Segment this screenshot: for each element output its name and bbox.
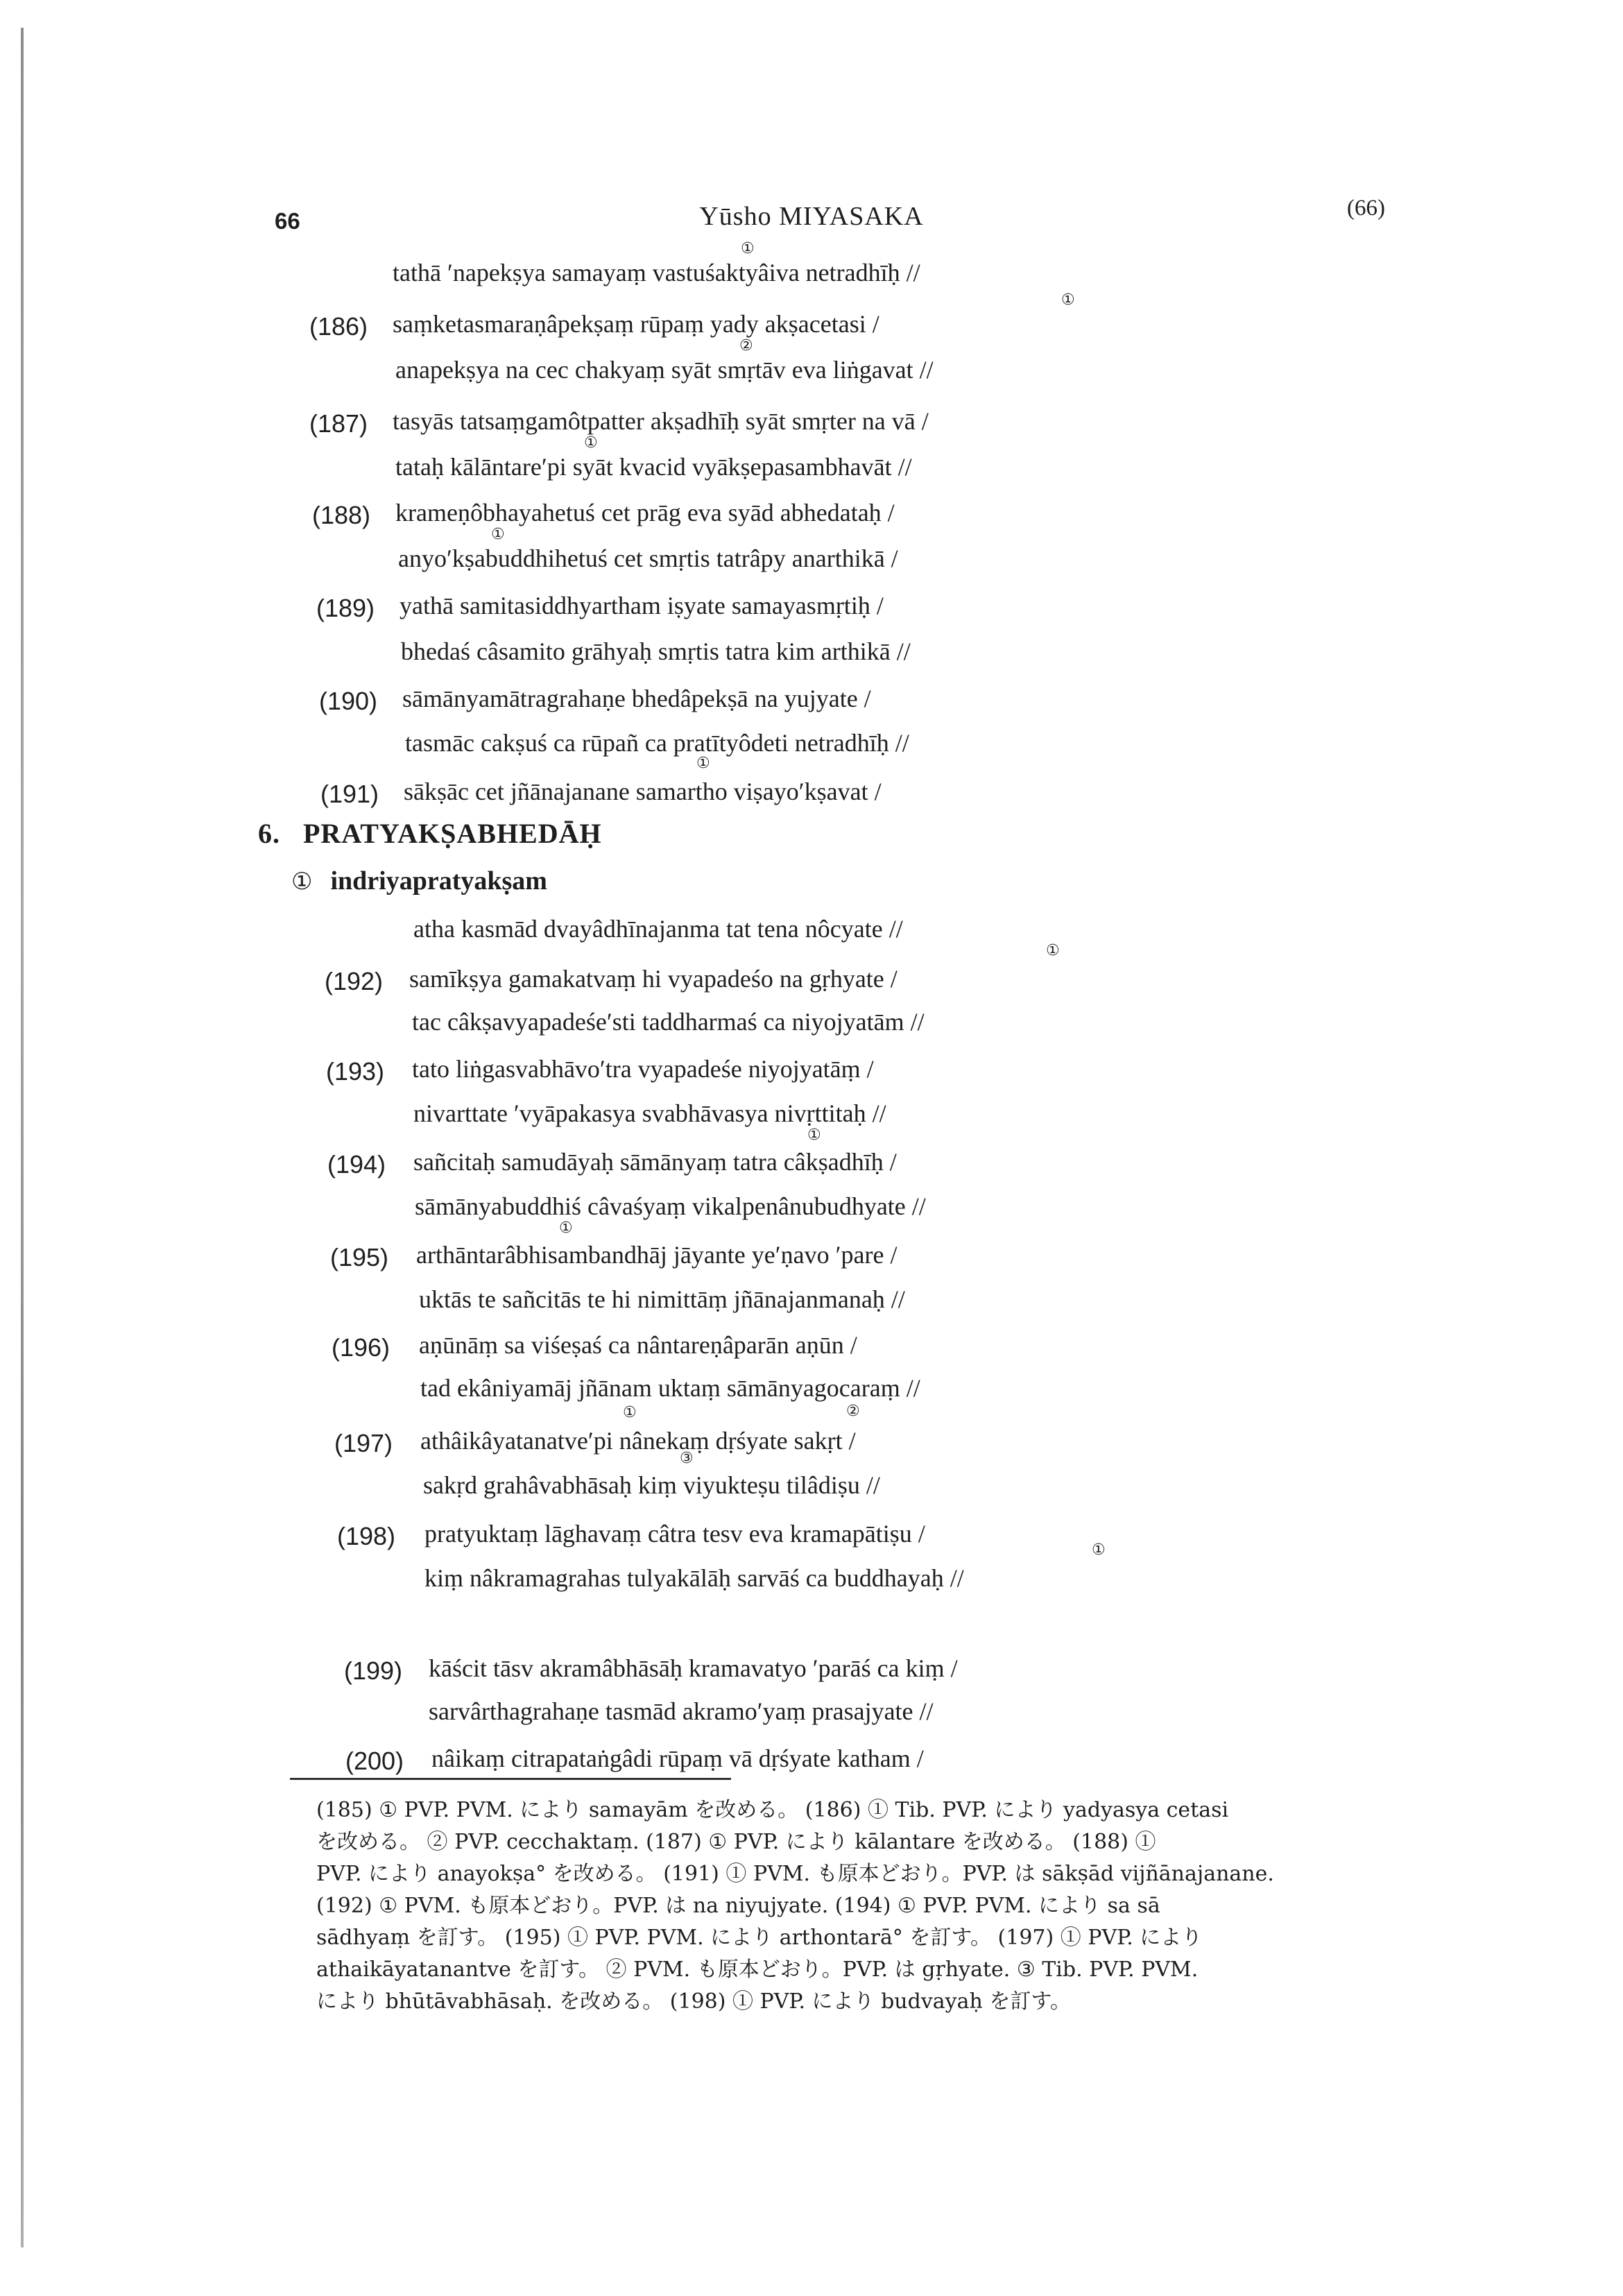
verse-line: saṃketasmaraṇâpekṣaṃ rūpaṃ yady akṣacetasi / [393,310,879,338]
verse-number: (193) [326,1057,385,1086]
footnote-line: により bhūtāvabhāsaḥ. を改める。 (198) ① PVP. により budvayaḥ を訂す。 [316,1989,1071,2014]
verse-number: (200) [345,1747,404,1775]
verse-line: sarvârthagrahaṇe tasmād akramo′yaṃ prasajyate // [429,1697,934,1725]
note-mark-icon: ① [584,434,598,452]
verse-line: tato liṅgasvabhāvo′tra vyapadeśe niyojyatāṃ / [412,1055,874,1083]
verse-line: athâikâyatanatve′pi nânekaṃ dṛśyate sakṛt / [420,1427,856,1455]
note-mark-icon: ① [623,1404,637,1421]
footnote-line: を改める。 ② PVP. cecchaktaṃ. (187) ① PVP. により kālantare を改める。 (188) ① [316,1830,1156,1854]
verse-number: (187) [309,409,368,438]
verse-line: sañcitaḥ samudāyaḥ sāmānyaṃ tatra câkṣadhīḥ / [413,1148,897,1176]
verse-line: nivarttate ′vyāpakasya svabhāvasya nivṛttitaḥ // [413,1099,886,1127]
verse-line: tasyās tatsaṃgamôtpatter akṣadhīḥ syāt smṛter na vā / [393,407,929,435]
verse-line: sākṣāc cet jñānajanane samartho viṣayo′kṣavat / [404,778,882,805]
verse-number: (188) [312,501,371,529]
running-title: Yūsho MIYASAKA [699,202,924,231]
verse-number: (192) [325,967,384,995]
verse-line: kāścit tāsv akramâbhāsāḥ kramavatyo ′parāś ca kiṃ / [429,1654,958,1682]
verse-line: anapekṣya na cec chakyaṃ syāt smṛtāv eva liṅgavat // [395,356,934,384]
verse-line: nâikaṃ citrapataṅgâdi rūpaṃ vā dṛśyate katham / [431,1745,924,1772]
note-mark-icon: ① [1061,291,1075,309]
running-page-number: (66) [1347,196,1385,221]
subsection-title: indriyapratyakṣam [330,866,547,896]
subsection-heading [291,866,547,896]
verse-line: krameṇôbhayahetuś cet prāg eva syād abhedataḥ / [395,499,895,526]
verse-number: (189) [316,594,375,622]
verse-line: tac câkṣavyapadeśe′sti taddharmaś ca niyojyatām // [412,1008,925,1036]
verse-number: (190) [319,687,378,715]
section-title: PRATYAKṢABHEDĀḤ [303,818,602,849]
verse-line: tasmāc cakṣuś ca rūpañ ca pratītyôdeti netradhīḥ // [405,729,909,757]
verse-line: anyo′kṣabuddhihetuś cet smṛtis tatrâpy anarthikā / [398,545,898,572]
note-mark-icon: ① [1092,1541,1106,1559]
verse-number: (191) [320,780,379,808]
verse-number: (196) [332,1333,390,1362]
verse-line: sāmānyabuddhiś câvaśyaṃ vikalpenânubudhyate // [415,1192,926,1220]
scan-edge-line [21,28,24,2247]
page-number: 66 [275,208,300,234]
note-mark-icon: ③ [680,1450,694,1467]
verse-line: tathā ′napekṣya samayaṃ vastuśaktyâiva netradhīḥ // [393,259,920,286]
verse-number: (194) [327,1150,386,1179]
verse-number: (195) [330,1243,389,1271]
note-mark-icon: ② [739,337,753,354]
verse-line: samīkṣya gamakatvaṃ hi vyapadeśo na gṛhyate / [409,965,898,993]
footnote-line: sādhyaṃ を訂す。 (195) ① PVP. PVM. により arthontarā° を訂す。 (197) ① PVP. により [316,1926,1203,1950]
footnote-line: (192) ① PVM. も原本どおり。PVP. は na niyujyate. (194) ① PVP. PVM. により sa sā [316,1894,1160,1918]
footnote-line: athaikāyatanantve を訂す。 ② PVM. も原本どおり。PVP. は gṛhyate. ③ Tib. PVP. PVM. [316,1957,1199,1982]
footnote-line: (185) ① PVP. PVM. により samayām を改める。 (186) ① Tib. PVP. により yadyasya cetasi [316,1798,1229,1822]
verse-line: sakṛd grahâvabhāsaḥ kiṃ viyukteṣu tilâdiṣu // [423,1471,880,1499]
note-mark-icon: ① [741,240,755,257]
section-heading [258,817,602,850]
note-mark-icon: ① [696,755,710,772]
verse-number: (199) [344,1656,403,1685]
verse-line: pratyuktaṃ lāghavaṃ câtra tesv eva kramapātiṣu / [424,1520,925,1548]
circled-one-icon: ① [291,868,313,896]
note-mark-icon: ① [559,1219,573,1237]
note-mark-icon: ② [846,1403,860,1420]
footnote-rule [290,1778,731,1780]
verse-number: (186) [309,312,368,341]
footnote-line: PVP. により anayokṣa° を改める。 (191) ① PVM. も原本どおり。PVP. は sākṣād vijñānajanane. [316,1862,1274,1886]
verse-number: (197) [334,1429,393,1457]
verse-line: bhedaś câsamito grāhyaḥ smṛtis tatra kim arthikā // [401,637,911,665]
verse-line: kiṃ nâkramagrahas tulyakālāḥ sarvāś ca buddhayaḥ // [424,1564,964,1592]
verse-line: tad ekâniyamāj jñānam uktaṃ sāmānyagocaraṃ // [420,1374,920,1402]
note-mark-icon: ① [1046,942,1060,959]
verse-line: atha kasmād dvayâdhīnajanma tat tena nôcyate // [413,915,903,943]
verse-line: uktās te sañcitās te hi nimittāṃ jñānajanmanaḥ // [419,1285,905,1313]
verse-line: sāmānyamātragrahaṇe bhedâpekṣā na yujyate / [402,685,871,712]
note-mark-icon: ① [491,526,505,543]
verse-line: yathā samitasiddhyartham iṣyate samayasmṛtiḥ / [400,592,884,619]
verse-line: arthāntarâbhisambandhāj jāyante ye′ṇavo ′pare / [416,1241,898,1269]
note-mark-icon: ① [807,1126,821,1144]
verse-number: (198) [337,1522,396,1550]
verse-line: aṇūnāṃ sa viśeṣaś ca nântareṇâparān aṇūn / [419,1331,857,1359]
section-number: 6. [258,818,280,849]
verse-line: tataḥ kālāntare′pi syāt kvacid vyākṣepasambhavāt // [395,453,912,481]
